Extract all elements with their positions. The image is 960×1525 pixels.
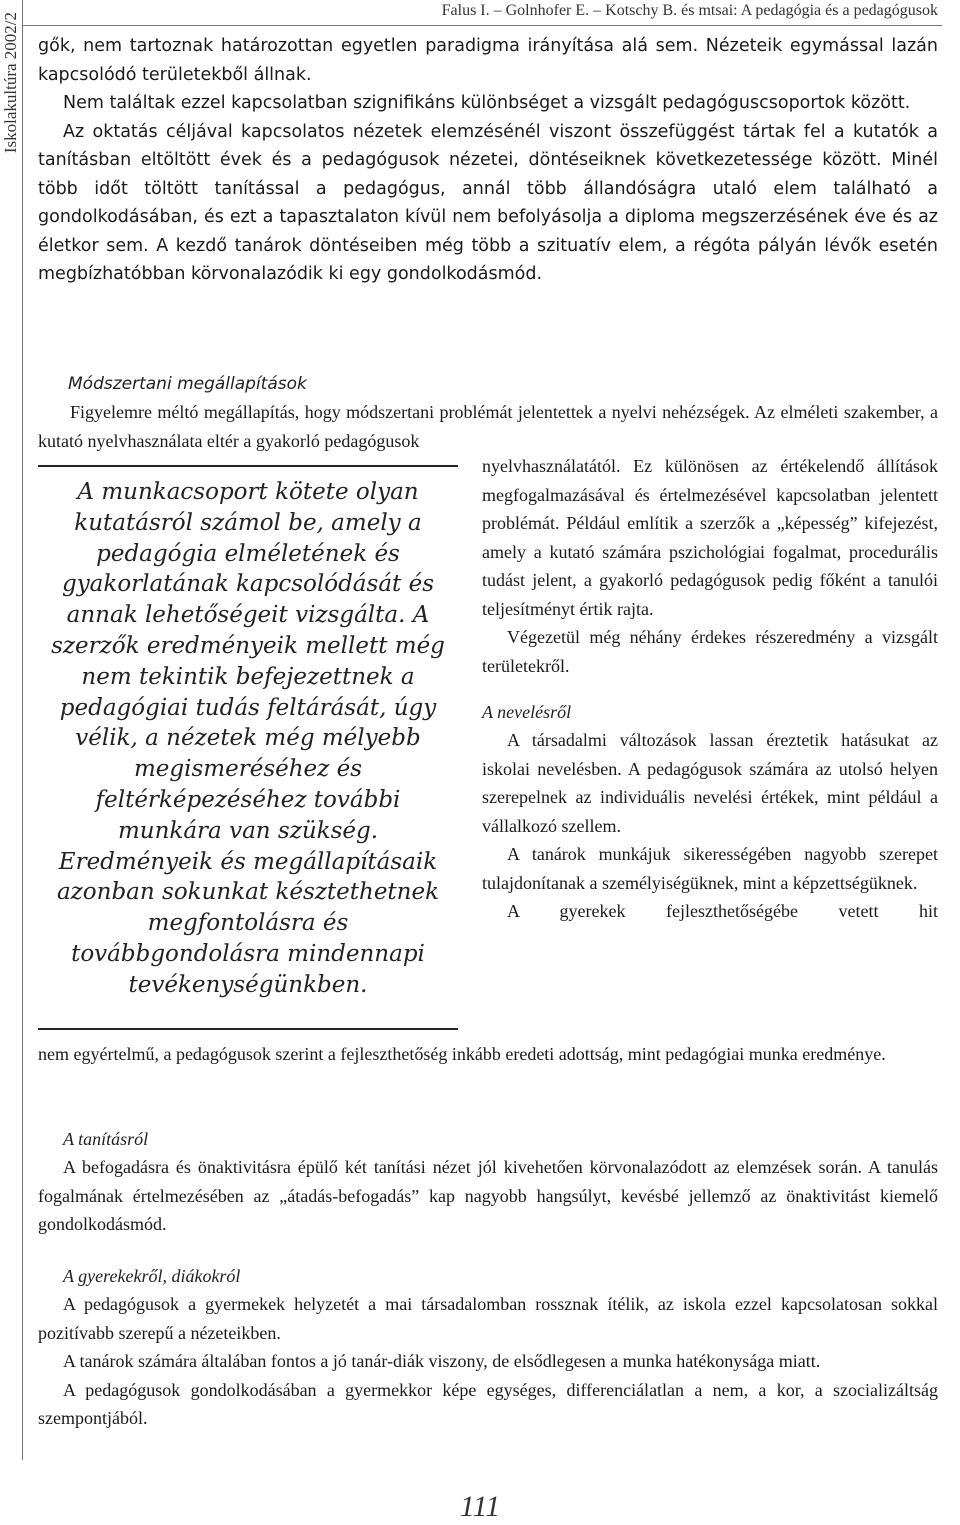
education-continued (38, 1040, 938, 1069)
children-paragraph-1: A pedagógusok a gyermekek helyzetét a mai társadalomban rossznak ítélik, az iskola ezzel kapcsolatosan sokkal pozitívabb szerepű a nézeteikben. (38, 1294, 938, 1343)
journal-side-label (0, 0, 23, 1460)
teaching-heading: A tanításról (63, 1129, 149, 1149)
right-column (482, 452, 938, 926)
pull-quote-text: A munkacsoport kötete olyan kutatásról számol be, amely a pedagógia elméletének és gyakorlatának kapcsolódását és annak lehetőségeit vizsgálta. A szerzők eredményeik mellett még nem tekintik befejezettnek a pedagógiai tudás feltárását, úgy vélik, a nézetek még mélyebb megismeréséhez és feltérképezéséhez további munkára van szükség. Eredményeik és megállapításaik azonban sokunkat késztethetnek megfontolásra és továbbgondolásra mindennapi tevékenységünkben. (51, 479, 445, 998)
intro-paragraph-2: Nem találtak ezzel kapcsolatban szignifikáns különbséget a vizsgált pedagóguscsoportok között. (63, 93, 911, 113)
education-paragraph-3-start: A gyerekek fejleszthetőségébe vetett hit (507, 901, 938, 921)
methods-paragraph-1: Figyelemre méltó megállapítás, hogy módszertani problémát jelentettek a nyelvi nehézségek. Az elméleti szakember, a kutató nyelvhasználata eltér a gyakorló pedagógusok (38, 402, 938, 451)
teaching-section (38, 1125, 938, 1239)
children-section (38, 1262, 938, 1433)
methods-section (38, 370, 938, 455)
education-paragraph-1: A társadalmi változások lassan éreztetik hatásukat az iskolai nevelésben. A pedagógusok számára az utolsó helyen szerepelnek az individuális nevelési értékek, mint például a vállalkozó szellem. (482, 730, 938, 836)
journal-side-label-text: Iskolakultúra 2002/2 (1, 12, 20, 154)
running-header: Falus I. – Golnhofer E. – Kotschy B. és mtsai: A pedagógia és a pedagógusok (441, 2, 938, 19)
children-paragraph-3: A pedagógusok gondolkodásában a gyermekkor képe egységes, differenciálatlan a nem, a kor, a szocializáltság szempontjából. (38, 1379, 938, 1428)
education-paragraph-2: A tanárok munkájuk sikerességében nagyobb szerepet tulajdonítanak a személyiségüknek, mint a képzettségüknek. (482, 844, 938, 893)
methods-heading: Módszertani megállapítások (68, 374, 307, 394)
teaching-paragraph-1: A befogadásra és önaktivitásra épülő két tanítási nézet jól kivehetően körvonalazódott az elemzések során. A tanulás fogalmának értelmezésében az „átadás-befogadás” kap nagyobb hangsúlyt, kevésbé jellemző az önaktivitást kiemelő gondolkodásmód. (38, 1157, 938, 1234)
education-heading: A nevelésről (482, 702, 572, 722)
header-rule (22, 25, 942, 26)
intro-section (38, 32, 938, 289)
methods-paragraph-1-continued: nyelvhasználatától. Ez különösen az értékelendő állítások megfogalmazásával és értelmezésével kapcsolatban jelentett problémát. Például említik a szerzők a „képesség” kifejezést, amely a kutató számára pszichológiai fogalmat, procedurális tudást jelent, a gyakorló pedagógusok pedig főként a tanulói teljesítményt értik rajta. (482, 456, 938, 619)
intro-paragraph-1: gők, nem tartoznak határozottan egyetlen paradigma irányítása alá sem. Nézeteik egymással lazán kapcsolódó területekből állnak. (38, 36, 938, 85)
education-paragraph-3-end: nem egyértelmű, a pedagógusok szerint a fejleszthetőség inkább eredeti adottság, mint pedagógiai munka eredménye. (38, 1044, 886, 1064)
pull-quote (38, 465, 458, 1030)
intro-paragraph-3: Az oktatás céljával kapcsolatos nézetek elemzésénél viszont összefüggést tártak fel a kutatók a tanításban eltöltött évek és a pedagógusok nézetei, döntéseiknek következetessége között. Minél több időt töltött tanítással a pedagógus, annál több állandóságra utaló elem található a gondolkodásában, és ezt a tapasztalaton kívül nem befolyásolja a diploma megszerzésének éve és az életkor sem. A kezdő tanárok döntéseiben még több a szituatív elem, a régóta pályán lévők esetén megbízhatóbban körvonalazódik ki egy gondolkodásmód. (38, 121, 938, 284)
children-paragraph-2: A tanárok számára általában fontos a jó tanár-diák viszony, de elsődlegesen a munka hatékonysága miatt. (63, 1351, 821, 1371)
children-heading: A gyerekekről, diákokról (63, 1266, 241, 1286)
page-number: 111 (459, 1490, 501, 1523)
methods-paragraph-2: Végezetül még néhány érdekes részeredmény a vizsgált területekről. (482, 627, 938, 676)
